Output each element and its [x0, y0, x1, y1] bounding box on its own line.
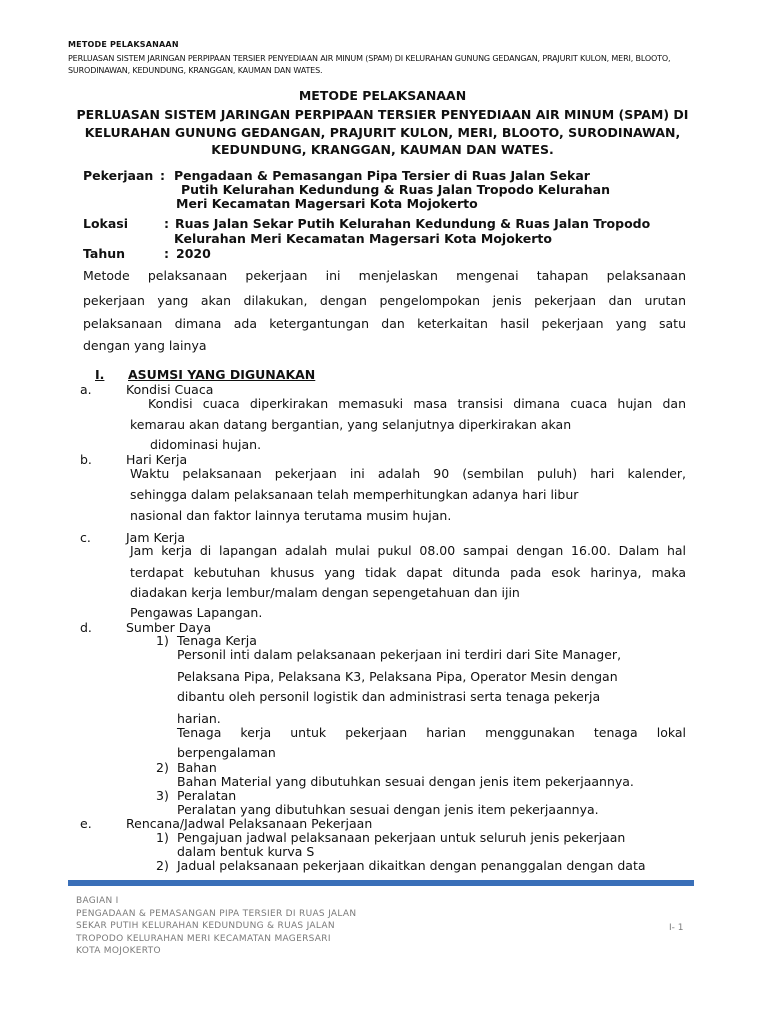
- pekerjaan-value-line: Meri Kecamatan Magersari Kota Mojokerto: [176, 196, 478, 211]
- item-a-line: Kondisi cuaca diperkirakan memasuki masa transisi dimana cuaca hujan dan: [148, 396, 686, 411]
- item-b-line: nasional dan faktor lainnya terutama musim hujan.: [130, 508, 452, 523]
- item-b-marker: b.: [80, 452, 92, 467]
- item-d1-title: Tenaga Kerja: [177, 633, 257, 648]
- footer-divider: [68, 880, 694, 886]
- lokasi-separator: :: [164, 216, 169, 231]
- document-title: METODE PELAKSANAAN: [298, 88, 467, 103]
- item-e2-line: Jadual pelaksanaan pekerjaan dikaitkan dengan penanggalan dengan data: [177, 858, 646, 873]
- item-d-title: Sumber Daya: [126, 620, 212, 635]
- pekerjaan-value-line: Putih Kelurahan Kedundung & Ruas Jalan Tropodo Kelurahan: [181, 182, 610, 197]
- document-subtitle-line: KEDUNDUNG, KRANGGAN, KAUMAN DAN WATES.: [211, 142, 554, 157]
- item-c-line: terdapat kebutuhan khusus yang tidak dapat ditunda pada esok harinya, maka: [130, 565, 686, 580]
- item-a-marker: a.: [80, 382, 92, 397]
- item-d1-line: dibantu oleh personil logistik dan administrasi serta tenaga pekerja: [177, 689, 601, 704]
- item-e1-line: dalam bentuk kurva S: [177, 844, 315, 859]
- item-c-line: diadakan kerja lembur/malam dengan sepengetahuan dan ijin: [130, 585, 520, 600]
- item-d2-line: Bahan Material yang dibutuhkan sesuai dengan jenis item pekerjaannya.: [177, 774, 634, 789]
- pekerjaan-separator: :: [160, 168, 165, 183]
- item-b-body: [130, 466, 686, 523]
- item-a-title: Kondisi Cuaca: [126, 382, 214, 397]
- intro-line: pekerjaan yang akan dilakukan, dengan pengelompokan jenis pekerjaan dan urutan: [83, 293, 686, 308]
- intro-line: pelaksanaan dimana ada ketergantungan dan keterkaitan hasil pekerjaan yang satu: [83, 316, 686, 331]
- item-e1-line: Pengajuan jadwal pelaksanaan pekerjaan untuk seluruh jenis pekerjaan: [177, 830, 626, 845]
- item-a-line: didominasi hujan.: [150, 437, 262, 452]
- document-subtitle-line: KELURAHAN GUNUNG GEDANGAN, PRAJURIT KULON, MERI, BLOOTO, SURODINAWAN,: [84, 124, 681, 140]
- document-subtitle-line: PERLUASAN SISTEM JARINGAN PERPIPAAN TERSIER PENYEDIAAN AIR MINUM (SPAM) DI: [76, 107, 689, 122]
- item-d1-line: Tenaga kerja untuk pekerjaan harian menggunakan tenaga lokal: [177, 725, 686, 740]
- item-c-marker: c.: [80, 530, 91, 545]
- footer-line: BAGIAN I: [76, 896, 119, 906]
- item-d1-body: [177, 647, 686, 760]
- tahun-separator: :: [164, 246, 169, 261]
- item-d1-line: Pelaksana Pipa, Pelaksana K3, Pelaksana Pipa, Operator Mesin dengan: [177, 669, 618, 684]
- item-e1-body: [177, 830, 686, 859]
- footer-line: TROPODO KELURAHAN MERI KECAMATAN MAGERSARI: [76, 933, 331, 944]
- item-e-title: Rencana/Jadwal Pelaksanaan Pekerjaan: [126, 816, 373, 831]
- section-number: I.: [95, 367, 105, 382]
- footer-line: KOTA MOJOKERTO: [76, 946, 161, 956]
- tahun-value: 2020: [176, 246, 211, 261]
- lokasi-value-line: Kelurahan Meri Kecamatan Magersari Kota Mojokerto: [174, 231, 552, 246]
- footer-line: PENGADAAN & PEMASANGAN PIPA TERSIER DI RUAS JALAN: [76, 908, 357, 919]
- intro-line: Metode pelaksanaan pekerjaan ini menjelaskan mengenai tahapan pelaksanaan: [83, 268, 686, 283]
- item-c-title: Jam Kerja: [126, 530, 186, 545]
- item-d1-line: Personil inti dalam pelaksanaan pekerjaan ini terdiri dari Site Manager,: [177, 647, 622, 662]
- item-d2-title: Bahan: [177, 760, 217, 775]
- document-subtitle: [70, 106, 695, 159]
- pekerjaan-label: Pekerjaan: [83, 168, 154, 183]
- pekerjaan-value-line: Pengadaan & Pemasangan Pipa Tersier di Ruas Jalan Sekar: [174, 168, 590, 183]
- footer-text: [76, 895, 396, 958]
- intro-paragraph: [83, 268, 686, 353]
- item-b-title: Hari Kerja: [126, 452, 188, 467]
- item-e2-marker: 2): [156, 858, 169, 873]
- item-a-line: kemarau akan datang bergantian, yang selanjutnya diperkirakan akan: [130, 417, 572, 432]
- item-d3-line: Peralatan yang dibutuhkan sesuai dengan jenis item pekerjaannya.: [177, 802, 599, 817]
- item-c-body: [130, 543, 686, 620]
- item-a-body: [130, 396, 686, 452]
- item-b-line: Waktu pelaksanaan pekerjaan ini adalah 90 (sembilan puluh) hari kalender,: [130, 466, 686, 481]
- section-title: ASUMSI YANG DIGUNAKAN: [128, 367, 316, 382]
- footer-line: SEKAR PUTIH KELURAHAN KEDUNDUNG & RUAS JALAN: [76, 921, 335, 931]
- item-b-line: sehingga dalam pelaksanaan telah memperhitungkan adanya hari libur: [130, 487, 579, 502]
- lokasi-label: Lokasi: [83, 216, 129, 231]
- running-header-subtitle: PERLUASAN SISTEM JARINGAN PERPIPAAN TERSIER PENYEDIAAN AIR MINUM (SPAM) DI KELURAHAN GUNUNG GEDANGAN, PRAJURIT KULON, MERI, BLOOTO, SURODINAWAN, KEDUNDUNG, KRANGGAN, KAUMAN DAN WATES.: [68, 54, 671, 75]
- item-d1-marker: 1): [156, 633, 169, 648]
- item-e1-marker: 1): [156, 830, 169, 845]
- item-c-line: Jam kerja di lapangan adalah mulai pukul 08.00 sampai dengan 16.00. Dalam hal: [130, 543, 686, 558]
- item-e-marker: e.: [80, 816, 92, 831]
- item-d3-title: Peralatan: [177, 788, 237, 803]
- lokasi-value-line: Ruas Jalan Sekar Putih Kelurahan Kedundung & Ruas Jalan Tropodo: [175, 216, 651, 231]
- running-header-title: METODE PELAKSANAAN: [68, 40, 179, 49]
- item-d3-marker: 3): [156, 788, 169, 803]
- item-d1-line: berpengalaman: [177, 745, 276, 760]
- item-c-line: Pengawas Lapangan.: [130, 605, 263, 620]
- page-number: I- 1: [669, 923, 684, 933]
- item-d2-marker: 2): [156, 760, 169, 775]
- item-d1-line: harian.: [177, 711, 221, 726]
- tahun-label: Tahun: [83, 246, 126, 261]
- intro-line: dengan yang lainya: [83, 338, 207, 353]
- item-d-marker: d.: [80, 620, 92, 635]
